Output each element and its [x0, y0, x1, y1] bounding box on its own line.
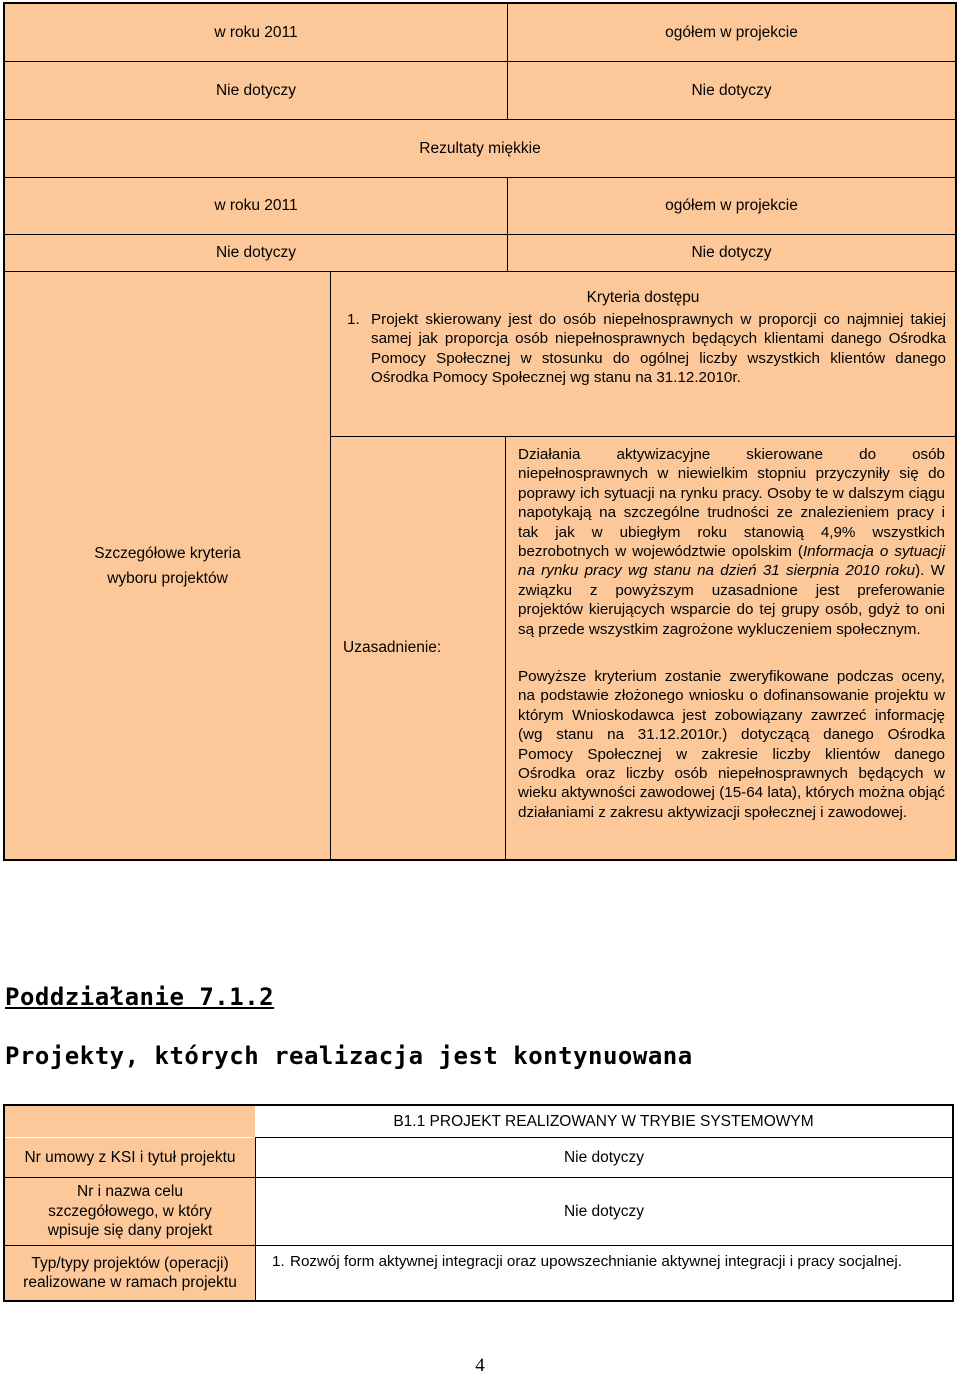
header-blank-cell [5, 1106, 255, 1137]
cell-total-in-project: ogółem w projekcie [665, 197, 798, 214]
text-run: ). W związku z powyższym uzasadnione jest preferowanie projektów kierujących wsparcie do tej grupy osób, gdyż to oni są przede wszystkim zagrożone wykluczeniem społecznym. [518, 562, 945, 638]
cell-year-2011: w roku 2011 [214, 23, 298, 41]
criteria-table [3, 2, 957, 861]
project-type-text: Rozwój form aktywnej integracji oraz upowszechnianie aktywnej integracji i pracy socjalnej. [290, 1253, 902, 1270]
cell-not-applicable: Nie dotyczy [215, 244, 297, 261]
label-specific-objective: Nr i nazwa celu szczegółowego, w który wpisuje się dany projekt [5, 1178, 255, 1245]
label-project-types: Typ/typy projektów (operacji) realizowane w ramach projektu [5, 1246, 255, 1300]
justification-text-cell [506, 437, 955, 859]
criterion-text: Projekt skierowany jest do osób niepełnosprawnych w proporcji co najmniej takiej samej jak proporcja osób niepełnosprawnych będących klientami danego Ośrodka Pomocy Społecznej w stosunku do ogólnej liczby wszystkich klientów danego Ośrodka Pomocy Społecznej wg stanu na 31.12.2010r. [371, 311, 946, 387]
source-citation: Informacja o sytuacji na rynku pracy wg stanu na dzień 31 sierpnia 2010 roku [518, 543, 945, 580]
access-criteria-title: Kryteria dostępu [586, 289, 700, 306]
specific-criteria-label [5, 272, 330, 859]
justification-paragraph-2: Powyższe kryterium zostanie zweryfikowane podczas oceny, na podstawie złożonego wniosku o dofinansowanie projektu w którym Wnioskodawca jest zobowiązany zawrzeć informację (wg stanu na 31.12.2010r.) dotyczącą danego Ośrodka Pomocy Społecznej w zakresie liczby klientów danego Ośrodka oraz liczby osób niepełnosprawnych będących w wieku aktywności zawodowej (15-64 lata), których można objąć działaniami z zakresu aktywizacji społecznej i zawodowej. [518, 668, 945, 821]
label-contract-number: Nr umowy z KSI i tytuł projektu [5, 1138, 255, 1177]
justification-paragraph-1 [518, 445, 945, 639]
justification-label: Uzasadnienie: [343, 639, 442, 656]
value-specific-objective: Nie dotyczy [563, 1202, 645, 1220]
cell-not-applicable: Nie dotyczy [691, 244, 772, 261]
access-criteria-cell [331, 272, 955, 436]
soft-results-header: Rezultaty miękkie [419, 139, 541, 157]
table-title: B1.1 PROJEKT REALIZOWANY W TRYBIE SYSTEMOWYM [393, 1112, 814, 1130]
justification-label-cell [331, 437, 505, 859]
criterion-number: 1. [347, 311, 360, 328]
subaction-heading: Poddziałanie 7.1.2 [5, 983, 275, 1011]
label-line: wyboru projektów [107, 569, 228, 587]
label-line: Szczegółowe kryteria [94, 544, 241, 562]
item-number: 1. [272, 1253, 285, 1270]
value-contract-number: Nie dotyczy [563, 1148, 645, 1166]
cell-not-applicable: Nie dotyczy [691, 81, 772, 99]
text-run: Działania aktywizacyjne skierowane do osób niepełnosprawnych w niewielkim stopniu przyczyniły się do poprawy ich sytuacji na rynku pracy. Osoby te w dalszym ciągu napotykają na szczególne trudności ze znalezieniem pracy i tak jak w ubiegłym roku stanowią 4,9% wszystkich bezrobotnych w województwie opolskim ( [518, 446, 945, 561]
value-project-types-cell [256, 1246, 952, 1300]
cell-not-applicable: Nie dotyczy [215, 81, 297, 99]
cell-year-2011: w roku 2011 [214, 197, 298, 214]
page-number: 4 [475, 1355, 485, 1375]
projects-heading: Projekty, których realizacja jest kontynuowana [5, 1042, 693, 1070]
cell-total-in-project: ogółem w projekcie [665, 23, 798, 41]
system-project-table [3, 1104, 954, 1302]
